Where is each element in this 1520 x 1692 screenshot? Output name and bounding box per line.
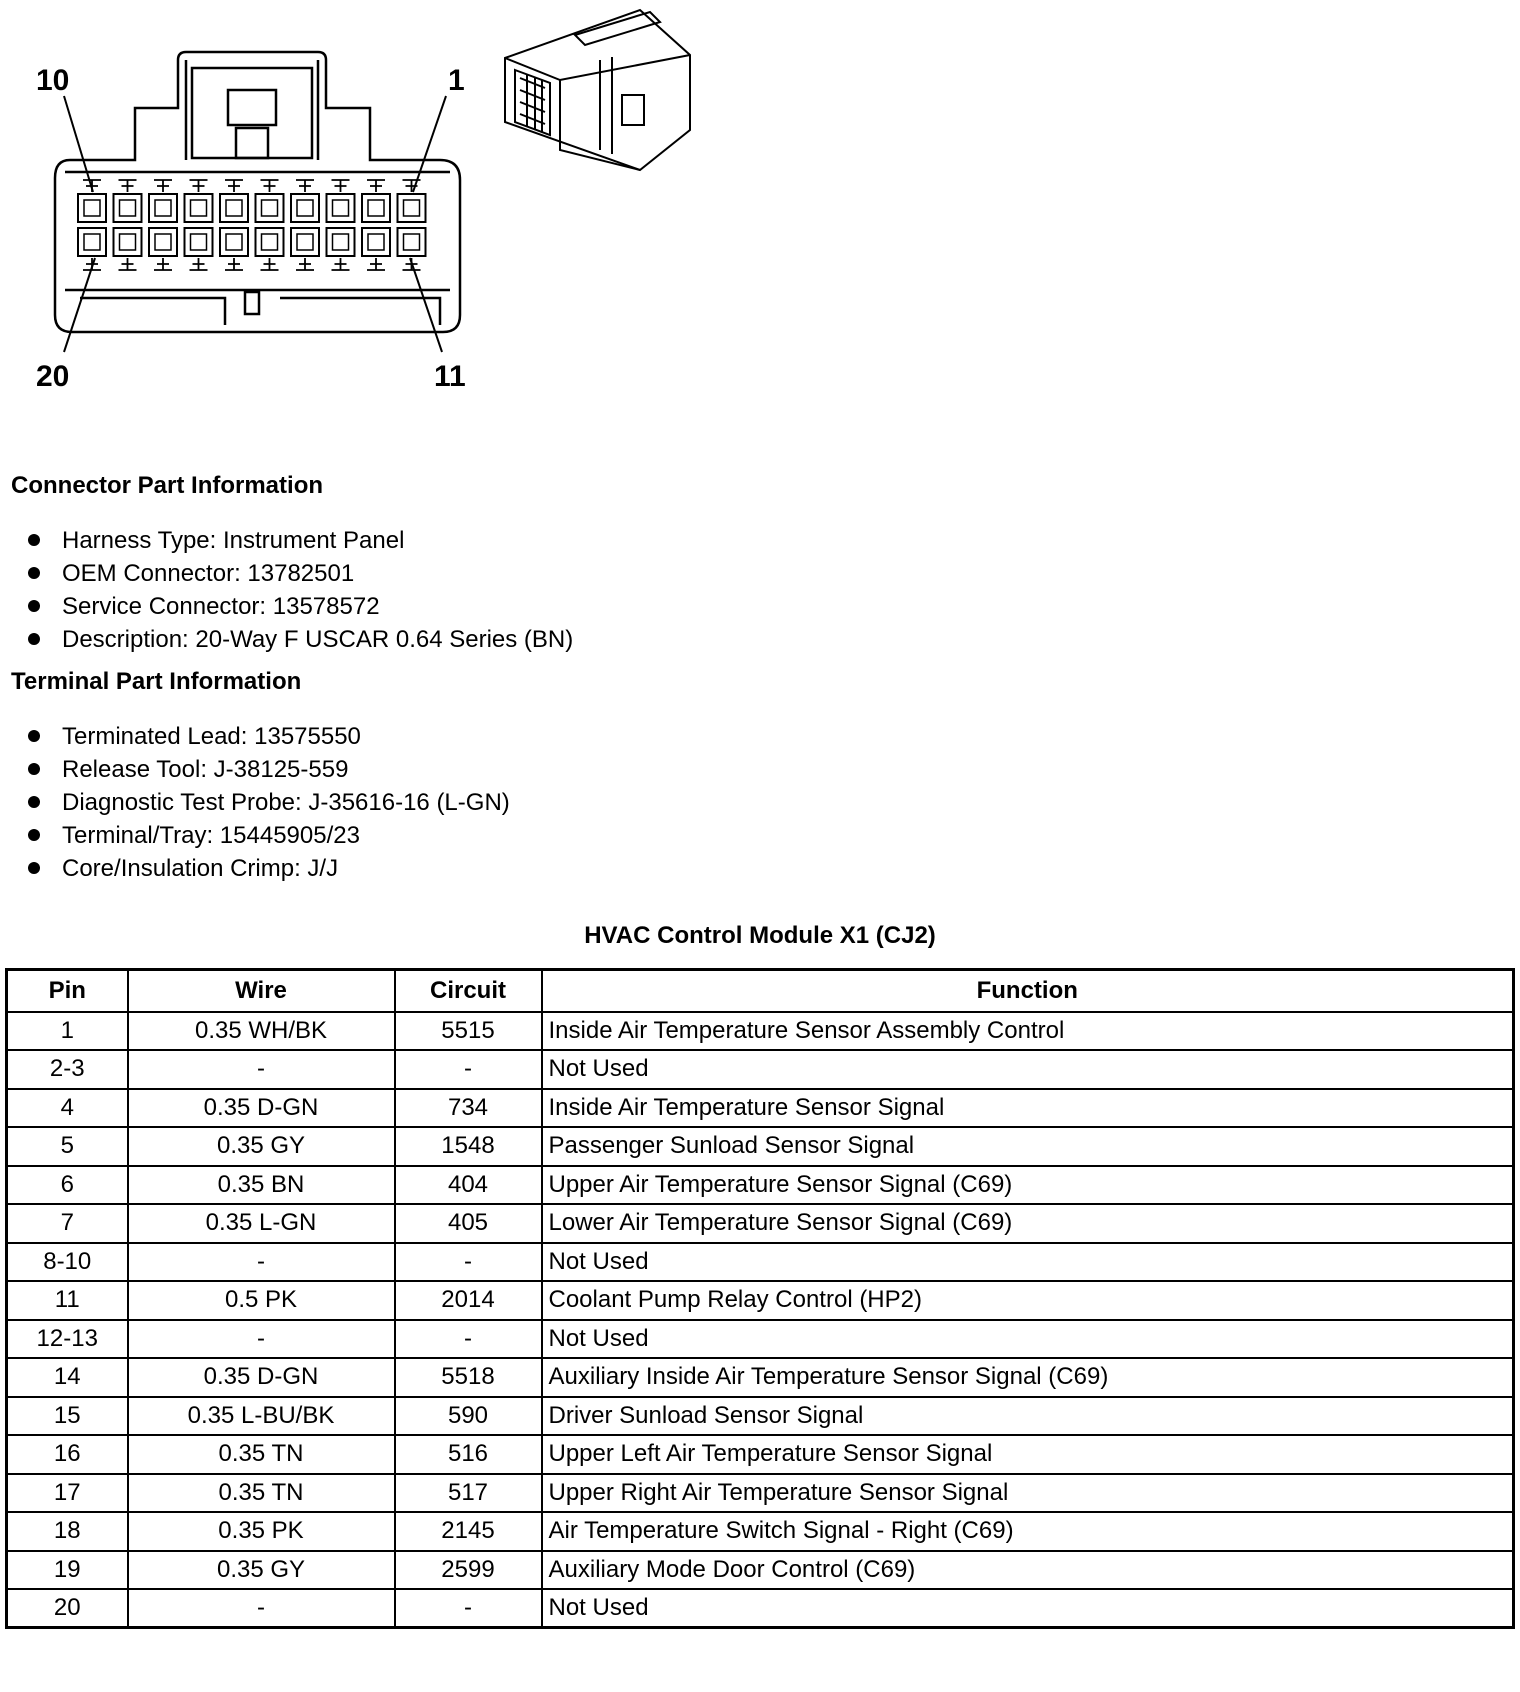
connector-isometric-illustration (505, 10, 690, 170)
bullet-icon (28, 829, 40, 841)
cell-circuit: 516 (395, 1435, 542, 1474)
list-item: Harness Type: Instrument Panel (22, 524, 573, 557)
bullet-icon (28, 633, 40, 645)
cell-pin: 2-3 (7, 1050, 128, 1089)
table-row (7, 1474, 1514, 1513)
cell-pin: 15 (7, 1397, 128, 1436)
pin-cavity (185, 180, 213, 222)
cell-wire: 0.35 L-BU/BK (128, 1397, 395, 1436)
pin-cavity (291, 228, 319, 270)
pin-cavity (185, 228, 213, 270)
connector-body (55, 52, 460, 332)
pin-cavity (149, 180, 177, 222)
cell-wire: 0.5 PK (128, 1281, 395, 1320)
cell-function: Air Temperature Switch Signal - Right (C69) (542, 1512, 1514, 1551)
pin-cavity (220, 228, 248, 270)
bullet-icon (28, 600, 40, 612)
cell-circuit: 2599 (395, 1551, 542, 1590)
table-row (7, 1050, 1514, 1089)
cell-pin: 16 (7, 1435, 128, 1474)
cell-function: Auxiliary Inside Air Temperature Sensor Signal (C69) (542, 1358, 1514, 1397)
cell-circuit: 1548 (395, 1127, 542, 1166)
cell-pin: 11 (7, 1281, 128, 1320)
cell-wire: - (128, 1050, 395, 1089)
column-header-wire: Wire (128, 970, 395, 1012)
cell-wire: 0.35 TN (128, 1474, 395, 1513)
bullet-icon (28, 534, 40, 546)
pin-cavity (220, 180, 248, 222)
pin-cavity (327, 180, 355, 222)
bullet-icon (28, 862, 40, 874)
pin-cavity (362, 228, 390, 270)
cell-function: Inside Air Temperature Sensor Signal (542, 1089, 1514, 1128)
list-item: Terminal/Tray: 15445905/23 (22, 819, 510, 852)
cell-pin: 18 (7, 1512, 128, 1551)
list-item: Description: 20-Way F USCAR 0.64 Series (BN) (22, 623, 573, 656)
cell-pin: 19 (7, 1551, 128, 1590)
cell-wire: 0.35 PK (128, 1512, 395, 1551)
cell-circuit: - (395, 1050, 542, 1089)
cell-function: Not Used (542, 1589, 1514, 1628)
cell-circuit: 2014 (395, 1281, 542, 1320)
cell-function: Not Used (542, 1050, 1514, 1089)
pin-label-20: 20 (36, 360, 70, 393)
cell-circuit: 5518 (395, 1358, 542, 1397)
cell-circuit: 405 (395, 1204, 542, 1243)
cell-pin: 20 (7, 1589, 128, 1628)
cell-wire: - (128, 1243, 395, 1282)
pin-cavity (291, 180, 319, 222)
cell-wire: 0.35 BN (128, 1166, 395, 1205)
column-header-function: Function (542, 970, 1514, 1012)
list-item: Diagnostic Test Probe: J-35616-16 (L-GN) (22, 786, 510, 819)
cell-circuit: 590 (395, 1397, 542, 1436)
cell-function: Upper Left Air Temperature Sensor Signal (542, 1435, 1514, 1474)
cell-function: Coolant Pump Relay Control (HP2) (542, 1281, 1514, 1320)
cell-function: Not Used (542, 1320, 1514, 1359)
cell-circuit: 5515 (395, 1012, 542, 1051)
cell-pin: 5 (7, 1127, 128, 1166)
pin-cavity (256, 228, 284, 270)
cell-circuit: - (395, 1589, 542, 1628)
table-row (7, 1435, 1514, 1474)
cell-pin: 7 (7, 1204, 128, 1243)
table-row (7, 1012, 1514, 1051)
pin-label-1: 1 (448, 64, 465, 97)
cell-circuit: 404 (395, 1166, 542, 1205)
table-row (7, 1281, 1514, 1320)
cell-pin: 6 (7, 1166, 128, 1205)
pin-cavity (327, 228, 355, 270)
cell-wire: - (128, 1320, 395, 1359)
table-body (7, 1012, 1514, 1628)
cell-circuit: 517 (395, 1474, 542, 1513)
cell-wire: 0.35 WH/BK (128, 1012, 395, 1051)
list-item: Terminated Lead: 13575550 (22, 720, 510, 753)
cell-function: Passenger Sunload Sensor Signal (542, 1127, 1514, 1166)
pin-cavities (78, 180, 426, 270)
cell-pin: 17 (7, 1474, 128, 1513)
cell-function: Lower Air Temperature Sensor Signal (C69) (542, 1204, 1514, 1243)
cell-wire: 0.35 L-GN (128, 1204, 395, 1243)
bullet-icon (28, 730, 40, 742)
table-row (7, 1166, 1514, 1205)
bullet-icon (28, 796, 40, 808)
cell-pin: 12-13 (7, 1320, 128, 1359)
cell-circuit: 734 (395, 1089, 542, 1128)
list-item: Service Connector: 13578572 (22, 590, 573, 623)
table-row (7, 1320, 1514, 1359)
pin-cavity (114, 180, 142, 222)
list-item: Release Tool: J-38125-559 (22, 753, 510, 786)
pin-cavity (362, 180, 390, 222)
table-row (7, 1512, 1514, 1551)
table-row (7, 1551, 1514, 1590)
cell-circuit: - (395, 1243, 542, 1282)
connector-info-list (22, 524, 573, 656)
cell-wire: 0.35 GY (128, 1127, 395, 1166)
pin-cavity (149, 228, 177, 270)
cell-pin: 14 (7, 1358, 128, 1397)
cell-wire: - (128, 1589, 395, 1628)
table-row (7, 1089, 1514, 1128)
table-header-row (7, 970, 1514, 1012)
table-title: HVAC Control Module X1 (CJ2) (584, 922, 936, 949)
cell-function: Upper Right Air Temperature Sensor Signal (542, 1474, 1514, 1513)
connector-face-diagram (0, 0, 700, 420)
cell-function: Inside Air Temperature Sensor Assembly Control (542, 1012, 1514, 1051)
cell-function: Upper Air Temperature Sensor Signal (C69) (542, 1166, 1514, 1205)
cell-wire: 0.35 D-GN (128, 1089, 395, 1128)
pin-label-11: 11 (434, 360, 466, 393)
cell-wire: 0.35 TN (128, 1435, 395, 1474)
pinout-table (5, 968, 1515, 1629)
pin-cavity (114, 228, 142, 270)
list-item: Core/Insulation Crimp: J/J (22, 852, 510, 885)
pin-cavity (398, 180, 426, 222)
cell-pin: 8-10 (7, 1243, 128, 1282)
cell-wire: 0.35 GY (128, 1551, 395, 1590)
table-row (7, 1589, 1514, 1628)
cell-function: Auxiliary Mode Door Control (C69) (542, 1551, 1514, 1590)
cell-function: Driver Sunload Sensor Signal (542, 1397, 1514, 1436)
table-row (7, 1127, 1514, 1166)
bullet-icon (28, 763, 40, 775)
cell-pin: 1 (7, 1012, 128, 1051)
table-row (7, 1204, 1514, 1243)
table-row (7, 1243, 1514, 1282)
cell-circuit: - (395, 1320, 542, 1359)
connector-info-heading: Connector Part Information (11, 472, 324, 499)
pin-cavity (256, 180, 284, 222)
pin-cavity (78, 228, 106, 270)
column-header-circuit: Circuit (395, 970, 542, 1012)
bullet-icon (28, 567, 40, 579)
table-row (7, 1358, 1514, 1397)
list-item: OEM Connector: 13782501 (22, 557, 573, 590)
cell-wire: 0.35 D-GN (128, 1358, 395, 1397)
table-row (7, 1397, 1514, 1436)
cell-pin: 4 (7, 1089, 128, 1128)
pin-label-10: 10 (36, 64, 70, 97)
column-header-pin: Pin (7, 970, 128, 1012)
terminal-info-heading: Terminal Part Information (11, 668, 302, 695)
terminal-info-list (22, 720, 510, 885)
cell-circuit: 2145 (395, 1512, 542, 1551)
cell-function: Not Used (542, 1243, 1514, 1282)
